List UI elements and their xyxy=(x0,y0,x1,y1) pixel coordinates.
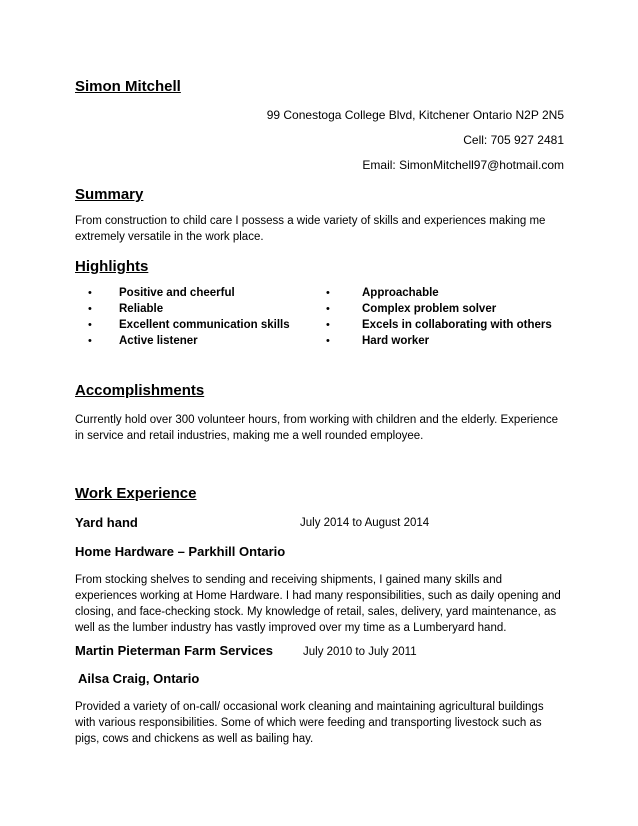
job-description: Provided a variety of on-call/ occasional work cleaning and maintaining agricultural buildings with various responsibilities. Some of which were feeding and transporting livestock such as pigs, cows and chickens as well as bailing hay. xyxy=(75,701,544,745)
highlight-item: Approachable xyxy=(362,287,439,299)
contact-address: 99 Conestoga College Blvd, Kitchener Ontario N2P 2N5 xyxy=(266,108,564,122)
highlight-item: Positive and cheerful xyxy=(119,287,235,299)
summary-text: From construction to child care I possess a wide variety of skills and experiences making me extremely versatile in the work place. xyxy=(75,215,546,243)
job-title: Yard hand xyxy=(75,515,138,530)
job-place: Home Hardware – Parkhill Ontario xyxy=(75,544,286,559)
job-title: Martin Pieterman Farm Services xyxy=(75,643,273,658)
highlight-item: Active listener xyxy=(119,335,198,347)
job-dates: July 2010 to July 2011 xyxy=(303,646,417,658)
bullet-icon: • xyxy=(326,319,330,331)
highlight-item: Reliable xyxy=(119,303,164,315)
highlight-item: Excellent communication skills xyxy=(119,319,290,331)
candidate-name: Simon Mitchell xyxy=(75,78,181,95)
bullet-icon: • xyxy=(88,287,92,299)
bullet-icon: • xyxy=(88,319,92,331)
job-description: From stocking shelves to sending and receiving shipments, I gained many skills and experiences working at Home Hardware. I had many responsibilities, such as daily opening and closing, and face-checking stock. My knowledge of retail, sales, delivery, yard maintenance, as well as the lumber industry has vastly improved over my time as a Lumberyard hand. xyxy=(75,574,561,634)
job-dates: July 2014 to August 2014 xyxy=(300,517,430,529)
bullet-icon: • xyxy=(326,335,330,347)
highlight-item: Complex problem solver xyxy=(362,303,497,315)
work-experience-heading: Work Experience xyxy=(75,485,197,502)
job-place: Ailsa Craig, Ontario xyxy=(78,671,200,686)
highlights-heading: Highlights xyxy=(75,258,149,275)
bullet-icon: • xyxy=(88,335,92,347)
bullet-icon: • xyxy=(326,303,330,315)
highlight-item: Hard worker xyxy=(362,335,430,347)
accomplishments-text: Currently hold over 300 volunteer hours, from working with children and the elderly. Experience in service and retail industries, making me a well rounded employee. xyxy=(75,414,559,442)
accomplishments-heading: Accomplishments xyxy=(75,382,205,399)
contact-cell: Cell: 705 927 2481 xyxy=(463,133,564,147)
summary-heading: Summary xyxy=(75,186,144,203)
bullet-icon: • xyxy=(88,303,92,315)
bullet-icon: • xyxy=(326,287,330,299)
contact-email: Email: SimonMitchell97@hotmail.com xyxy=(362,158,564,172)
highlight-item: Excels in collaborating with others xyxy=(362,319,552,331)
